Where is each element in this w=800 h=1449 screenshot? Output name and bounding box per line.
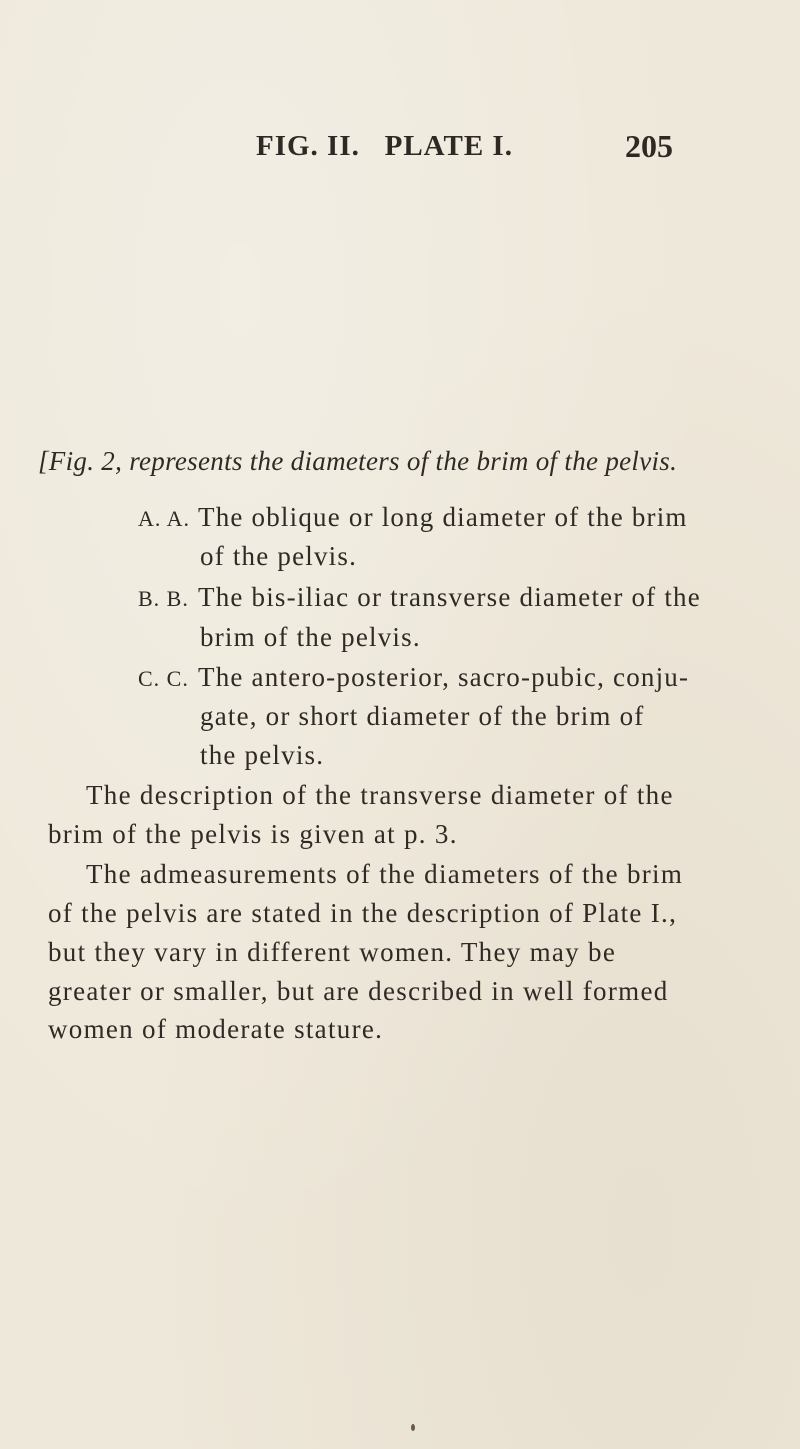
- legend-text-b-line-1: The bis-iliac or transverse diameter of the: [198, 582, 701, 612]
- legend-item-a: [138, 502, 688, 533]
- paragraph-2-line-1: The admeasurements of the diameters of the brim: [86, 859, 684, 889]
- legend-key-a: A. A.: [138, 506, 191, 531]
- paragraph-2-line-4: greater or smaller, but are described in well formed: [48, 976, 669, 1006]
- paragraph-1-line-2: brim of the pelvis is given at p. 3.: [48, 819, 458, 849]
- running-head-title: FIG. II. PLATE I.: [256, 130, 513, 162]
- ink-speck: [411, 1424, 415, 1431]
- legend-key-c: C. C.: [138, 666, 189, 691]
- figure-caption: [Fig. 2, represents the diameters of the brim of the pelvis.: [38, 446, 678, 476]
- legend-key-b: B. B.: [138, 586, 189, 611]
- legend-text-c-line-2: gate, or short diameter of the brim of: [200, 701, 645, 731]
- legend-text-c-line-1: The antero-posterior, sacro-pubic, conju-: [198, 662, 690, 692]
- paragraph-2-line-5: women of moderate stature.: [48, 1014, 384, 1044]
- legend-text-c-line-3: the pelvis.: [200, 740, 325, 770]
- paragraph-2-line-2: of the pelvis are stated in the description of Plate I.,: [48, 898, 678, 928]
- legend-item-c: [138, 662, 690, 693]
- paragraph-2-line-3: but they vary in different women. They may be: [48, 937, 617, 967]
- legend-text-a-line-1: The oblique or long diameter of the brim: [198, 502, 688, 532]
- paragraph-1-line-1: The description of the transverse diameter of the: [86, 780, 674, 810]
- page-number: 205: [625, 128, 673, 164]
- legend-text-b-line-2: brim of the pelvis.: [200, 622, 421, 652]
- legend-text-a-line-2: of the pelvis.: [200, 541, 358, 571]
- running-header: [256, 130, 513, 163]
- legend-item-b: [138, 582, 701, 613]
